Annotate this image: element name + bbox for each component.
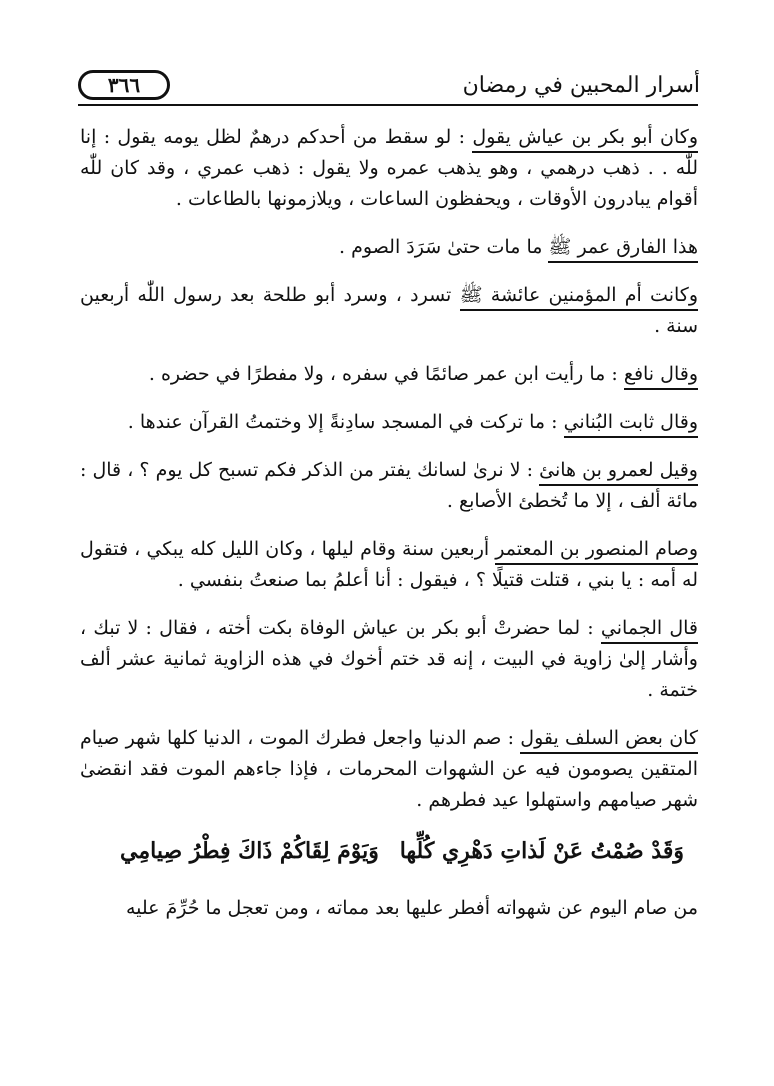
paragraph-text: : ما رأيت ابن عمر صائمًا في سفره ، ولا مفطرًا في حضره .	[148, 363, 618, 385]
paragraph-text: أربعين سنة وقام ليلها ، وكان الليل كله يبكي ، فتقول له أمه : يا بني ، قتلت قتيلًا ؟ ، فيقول : أنا أعلمُ بما صنعتُ بنفسي .	[80, 538, 698, 591]
page-number-badge: ٣٦٦	[78, 70, 170, 100]
running-title: أسرار المحبين في رمضان	[462, 73, 700, 98]
paragraph-lead: وكانت أم المؤمنين عائشة ﷺ	[460, 284, 698, 311]
paragraph	[80, 534, 698, 596]
poetry-verse	[80, 831, 698, 871]
paragraph	[80, 122, 698, 215]
verse-second-hemistich: وَيَوْمَ لِقَاكُمْ ذَاكَ فِطْرُ صِيامِي	[120, 838, 379, 864]
paragraph-lead: هذا الفارق عمر ﷺ	[548, 236, 698, 263]
paragraph-text: : ما تركت في المسجد سادِنةً إلا وختمتُ القرآن عندها .	[127, 411, 558, 433]
paragraph-text: : لو سقط من أحدكم درهمٌ لظل يومه يقول : إنا للّٰه . . ذهب درهمي ، وهو يذهب عمره ولا يقول : ذهب عمري ، وقد كان للّٰه أقوام يبادرون الأوقات ، ويحفظون الساعات ، ويلازمونها بالطاعات .	[80, 126, 698, 210]
paragraph-lead: وصام المنصور بن المعتمر	[495, 538, 698, 565]
paragraph	[80, 455, 698, 517]
paragraph	[80, 613, 698, 706]
paragraph-text: : صم الدنيا واجعل فطرك الموت ، الدنيا كلها شهر صيام المتقين يصومون فيه عن الشهوات المحرمات ، فإذا جاءهم الموت فقد انقضىٰ شهر صيامهم واستهلوا عيد فطرهم .	[80, 727, 698, 811]
paragraph-lead: وقال نافع	[624, 363, 698, 390]
paragraph	[80, 359, 698, 390]
paragraph-text: : لما حضرتْ أبو بكر بن عياش الوفاة بكت أخته ، فقال : لا تبك ، وأشار إلىٰ زاوية في البيت ، إنه قد ختم أخوك في هذه الزاوية ثمانية عشر ألف ختمة .	[80, 617, 698, 701]
paragraph	[80, 407, 698, 438]
paragraph-lead: وقال ثابت البُناني	[564, 411, 698, 438]
paragraph-lead: وكان أبو بكر بن عياش يقول	[472, 126, 698, 153]
paragraph-text: من صام اليوم عن شهواته أفطر عليها بعد مماته ، ومن تعجل ما حُرِّمَ عليه	[125, 897, 698, 919]
paragraph-final	[80, 893, 698, 924]
paragraph-lead: كان بعض السلف يقول	[520, 727, 698, 754]
paragraph	[80, 280, 698, 342]
paragraph	[80, 723, 698, 816]
paragraph	[80, 232, 698, 263]
page-body	[80, 122, 698, 941]
verse-first-hemistich: وَقَدْ صُمْتُ عَنْ لَذاتِ دَهْرِي كُلِّها	[399, 838, 684, 864]
paragraph-text: ما مات حتىٰ سَرَدَ الصوم .	[339, 236, 543, 258]
paragraph-lead: قال الجماني	[601, 617, 698, 644]
paragraph-text: تسرد ، وسرد أبو طلحة بعد رسول اللّٰه أربعين سنة .	[80, 284, 698, 337]
header-rule	[78, 104, 698, 106]
paragraph-text: : لا نرىٰ لسانك يفتر من الذكر فكم تسبح كل يوم ؟ ، قال : مائة ألف ، إلا ما تُخطئ الأصابع .	[80, 459, 698, 512]
paragraph-lead: وقيل لعمرو بن هانئ	[539, 459, 698, 486]
